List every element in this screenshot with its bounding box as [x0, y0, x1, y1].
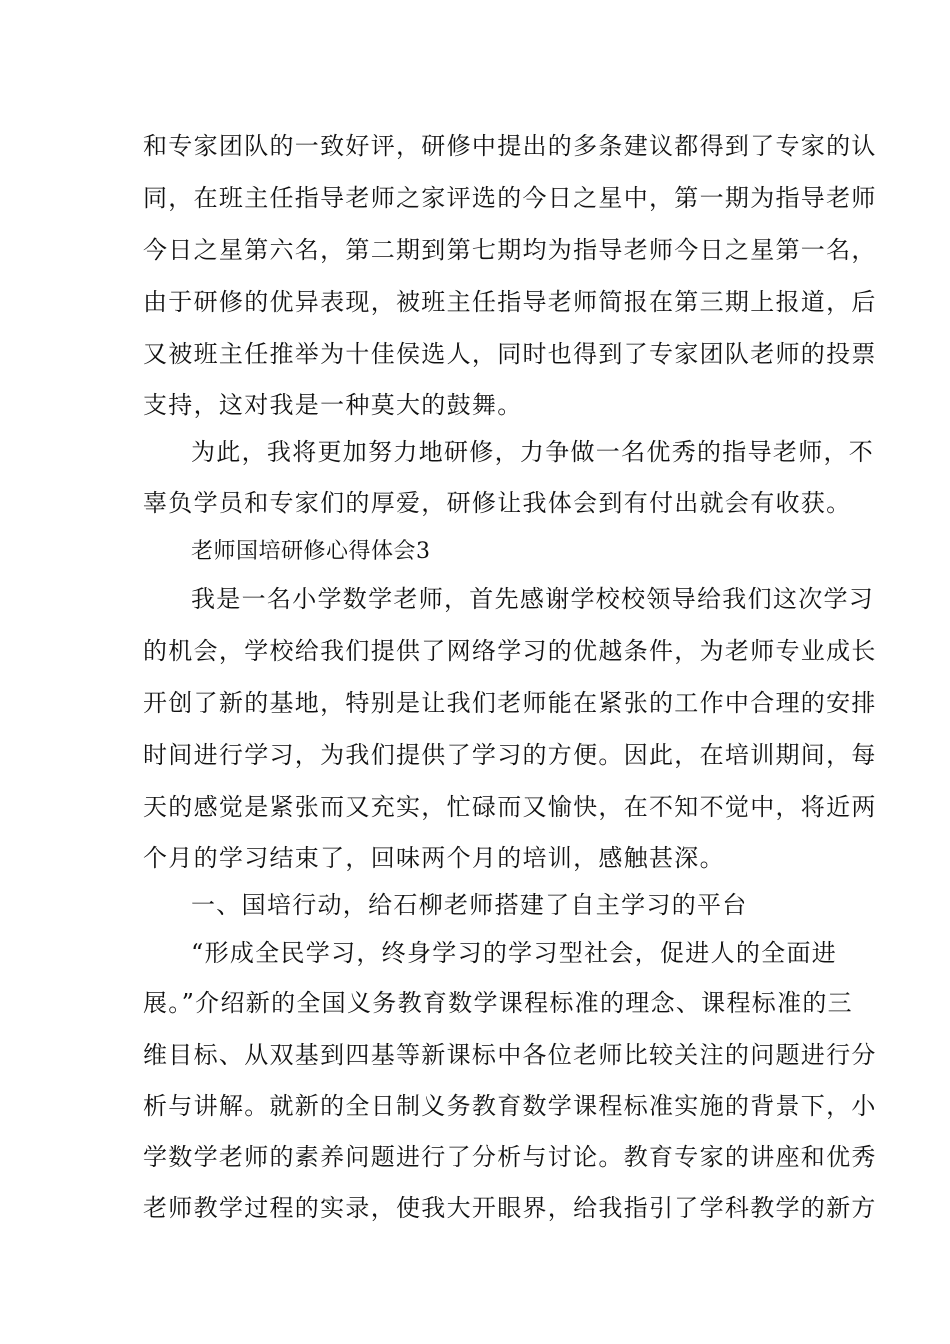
body-text-line: 天的感觉是紧张而又充实，忙碌而又愉快，在不知不觉中，将近两	[143, 793, 877, 821]
body-text-line: 维目标、从双基到四基等新课标中各位老师比较关注的问题进行分	[143, 1041, 877, 1069]
body-text-line: 个月的学习结束了，回味两个月的培训，感触甚深。	[143, 844, 725, 872]
body-text-line: 同，在班主任指导老师之家评选的今日之星中，第一期为指导老师	[143, 184, 877, 212]
section-heading: 老师国培研修心得体会3	[191, 539, 431, 564]
body-text-line: 由于研修的优异表现，被班主任指导老师简报在第三期上报道，后	[143, 288, 877, 316]
body-text-line: 析与讲解。就新的全日制义务教育数学课程标准实施的背景下，小	[143, 1092, 877, 1120]
body-text-line: 今日之星第六名，第二期到第七期均为指导老师今日之星第一名，	[143, 236, 877, 264]
paragraph-first-line: 为此，我将更加努力地研修，力争做一名优秀的指导老师，不	[191, 438, 875, 466]
body-text-line: 时间进行学习，为我们提供了学习的方便。因此，在培训期间，每	[143, 741, 877, 769]
subsection-heading: 一、国培行动，给石柳老师搭建了自主学习的平台	[191, 891, 748, 919]
body-text-line: 学数学老师的素养问题进行了分析与讨论。教育专家的讲座和优秀	[143, 1143, 877, 1171]
body-text-line: 又被班主任推举为十佳侯选人，同时也得到了专家团队老师的投票	[143, 340, 877, 368]
paragraph-first-line: 我是一名小学数学老师，首先感谢学校校领导给我们这次学习	[191, 585, 875, 613]
body-text-line: 开创了新的基地，特别是让我们老师能在紧张的工作中合理的安排	[143, 689, 877, 717]
body-text-line: 老师教学过程的实录，使我大开眼界，给我指引了学科教学的新方	[143, 1194, 877, 1222]
body-text-line: 和专家团队的一致好评，研修中提出的多条建议都得到了专家的认	[143, 132, 877, 160]
body-text-line: 辜负学员和专家们的厚爱，研修让我体会到有付出就会有收获。	[143, 489, 852, 517]
body-text-line: 的机会，学校给我们提供了网络学习的优越条件，为老师专业成长	[143, 637, 877, 665]
paragraph-first-line: “形成全民学习，终身学习的学习型社会，促进人的全面进	[191, 939, 838, 967]
body-text-line: 展。”介绍新的全国义务教育数学课程标准的理念、课程标准的三	[143, 989, 853, 1017]
body-text-line: 支持，这对我是一种莫大的鼓舞。	[143, 391, 523, 419]
